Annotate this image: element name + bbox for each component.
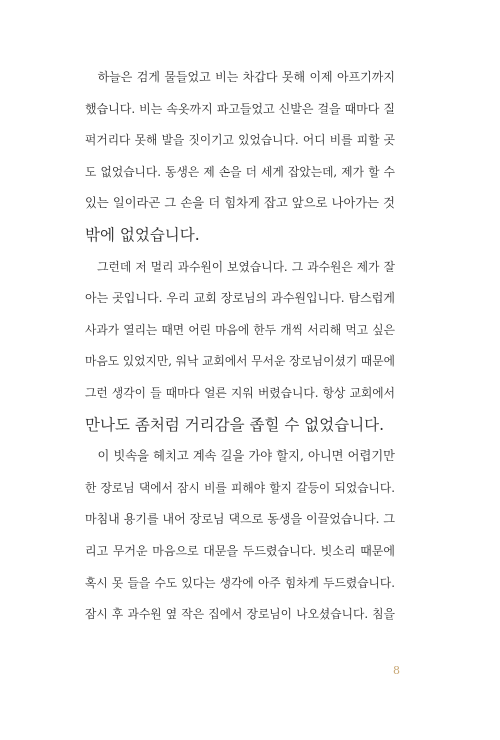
text-line: 한 장로님 댁에서 잠시 비를 피해야 할지 갈등이 되었습니다. [85, 480, 395, 495]
text-line: 있는 일이라곤 그 손을 더 힘차게 잡고 앞으로 나아가는 것 [85, 196, 395, 211]
text-line: 잠시 후 과수원 옆 작은 집에서 장로님이 나오셨습니다. 침을 [85, 607, 395, 622]
text-line: 아는 곳입니다. 우리 교회 장로님의 과수원입니다. 탐스럽게 [85, 291, 395, 306]
text-line: 사과가 열리는 때면 어린 마음에 한두 개씩 서리해 먹고 싶은 [85, 322, 395, 337]
text-line: 리고 무거운 마음으로 대문을 두드렸습니다. 빗소리 때문에 [85, 543, 395, 558]
text-line: 하늘은 검게 물들었고 비는 차갑다 못해 이제 아프기까지 [85, 70, 395, 84]
text-line: 마침내 용기를 내어 장로님 댁으로 동생을 이끌었습니다. 그 [85, 512, 395, 527]
text-line: 도 없었습니다. 동생은 제 손을 더 세게 잡았는데, 제가 할 수 [85, 164, 395, 179]
body-text [85, 62, 395, 631]
page-number: 8 [393, 664, 400, 677]
text-line: 했습니다. 비는 속옷까지 파고들었고 신발은 걸을 때마다 질 [85, 101, 395, 116]
text-line: 퍽거리다 못해 발을 짓이기고 있었습니다. 어디 비를 피할 곳 [85, 133, 395, 148]
text-line: 이 빗속을 헤치고 계속 길을 가야 할지, 아니면 어렵기만 [85, 449, 395, 464]
text-line: 만나도 좀처럼 거리감을 좁힐 수 없었습니다. [85, 415, 385, 434]
text-line: 그런 생각이 들 때마다 얼른 지워 버렸습니다. 항상 교회에서 [85, 385, 395, 400]
text-line: 그런데 저 멀리 과수원이 보였습니다. 그 과수원은 제가 잘 [85, 259, 395, 274]
text-line: 밖에 없었습니다. [85, 225, 200, 244]
text-line: 마음도 있었지만, 워낙 교회에서 무서운 장로님이셨기 때문에 [85, 354, 395, 369]
text-line: 혹시 못 들을 수도 있다는 생각에 아주 힘차게 두드렸습니다. [85, 575, 395, 590]
